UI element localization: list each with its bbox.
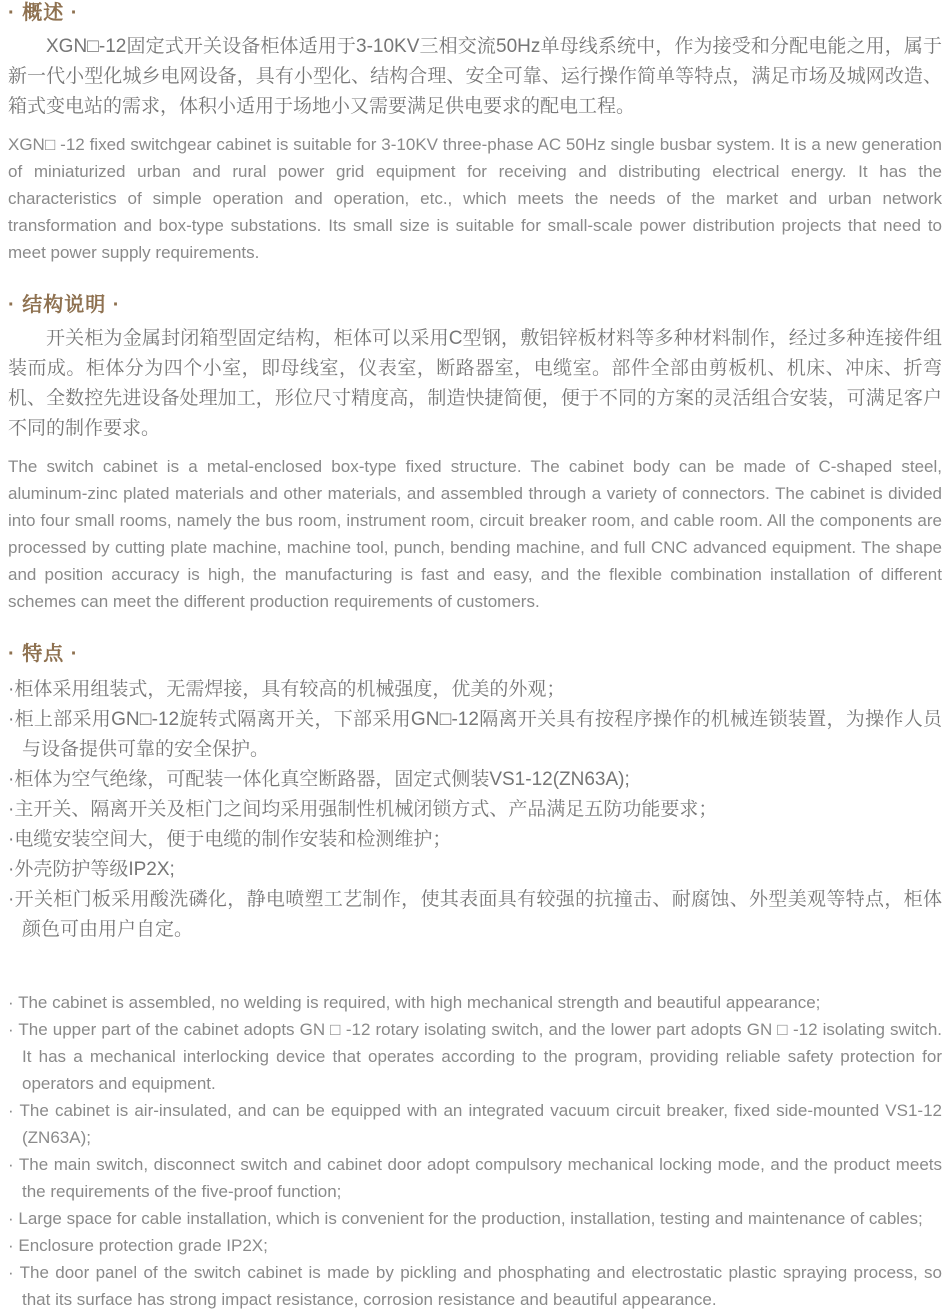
features-list-chinese	[8, 675, 942, 945]
section-heading-overview: · 概述 ·	[8, 2, 79, 24]
feature-item-zh: ·柜体采用组装式，无需焊接，具有较高的机械强度，优美的外观；	[8, 679, 566, 700]
overview-paragraph-english: XGN□ -12 fixed switchgear cabinet is suitable for 3-10KV three-phase AC 50Hz single busbar system. It is a new generation of miniaturized urban and rural power grid equipment for receiving and distributing electrical energy. It has the characteristics of simple operation and operation, etc., which meets the needs of the market and urban network transformation and box-type substations. Its small size is suitable for small-scale power distribution projects that need to meet power supply requirements.	[8, 135, 942, 262]
feature-item-zh: ·柜上部采用GN□-12旋转式隔离开关，下部采用GN□-12隔离开关具有按程序操作的机械连锁装置，为操作人员与设备提供可靠的安全保护。	[8, 709, 942, 760]
feature-item-en: · The cabinet is air-insulated, and can be equipped with an integrated vacuum circuit breaker, fixed side-mounted VS1-12 (ZN63A);	[8, 1101, 942, 1147]
feature-item-zh: ·开关柜门板采用酸洗磷化，静电喷塑工艺制作，使其表面具有较强的抗撞击、耐腐蚀、外型美观等特点，柜体颜色可由用户自定。	[8, 889, 942, 940]
feature-item-zh: ·主开关、隔离开关及柜门之间均采用强制性机械闭锁方式、产品满足五防功能要求；	[8, 799, 718, 820]
feature-item-en: · The upper part of the cabinet adopts GN □ -12 rotary isolating switch, and the lower part adopts GN □ -12 isolating switch. It has a mechanical interlocking device that operates according to the program, providing reliable safety protection for operators and equipment.	[8, 1020, 942, 1093]
feature-item-en: · The door panel of the switch cabinet is made by pickling and phosphating and electrostatic plastic spraying process, so that its surface has strong impact resistance, corrosion resistance and beautiful appearance.	[8, 1263, 942, 1309]
features-list-english	[8, 989, 942, 1313]
feature-item-en: · The cabinet is assembled, no welding is required, with high mechanical strength and beautiful appearance;	[8, 993, 821, 1012]
feature-item-en: · The main switch, disconnect switch and cabinet door adopt compulsory mechanical locking mode, and the product meets the requirements of the five-proof function;	[8, 1155, 942, 1201]
feature-item-zh: ·电缆安装空间大，便于电缆的制作安装和检测维护；	[8, 829, 452, 850]
structure-paragraph-english: The switch cabinet is a metal-enclosed box-type fixed structure. The cabinet body can be made of C-shaped steel, aluminum-zinc plated materials and other materials, and assembled through a variety of connectors. The cabinet is divided into four small rooms, namely the bus room, instrument room, circuit breaker room, and cable room. All the components are processed by cutting plate machine, machine tool, punch, bending machine, and full CNC advanced equipment. The shape and position accuracy is high, the manufacturing is fast and easy, and the flexible combination installation of different schemes can meet the different production requirements of customers.	[8, 457, 942, 611]
structure-paragraph-chinese: 开关柜为金属封闭箱型固定结构，柜体可以采用C型钢，敷铝锌板材料等多种材料制作，经过多种连接件组装而成。柜体分为四个小室，即母线室，仪表室，断路器室，电缆室。部件全部由剪板机、机床、冲床、折弯机、全数控先进设备处理加工，形位尺寸精度高，制造快捷简便，便于不同的方案的灵活组合安装，可满足客户不同的制作要求。	[8, 328, 942, 439]
section-heading-features: · 特点 ·	[8, 643, 79, 665]
feature-item-en: · Large space for cable installation, which is convenient for the production, installation, testing and maintenance of cables;	[8, 1209, 923, 1228]
overview-paragraph-chinese: XGN□-12固定式开关设备柜体适用于3-10KV三相交流50Hz单母线系统中，作为接受和分配电能之用，属于新一代小型化城乡电网设备，具有小型化、结构合理、安全可靠、运行操作简单等特点，满足市场及城网改造、箱式变电站的需求，体积小适用于场地小又需要满足供电要求的配电工程。	[8, 36, 942, 117]
feature-item-en: · Enclosure protection grade IP2X;	[8, 1236, 268, 1255]
feature-item-zh: ·柜体为空气绝缘，可配装一体化真空断路器，固定式侧装VS1-12(ZN63A);	[8, 769, 630, 790]
section-heading-structure: · 结构说明 ·	[8, 294, 121, 316]
feature-item-zh: ·外壳防护等级IP2X;	[8, 859, 175, 880]
